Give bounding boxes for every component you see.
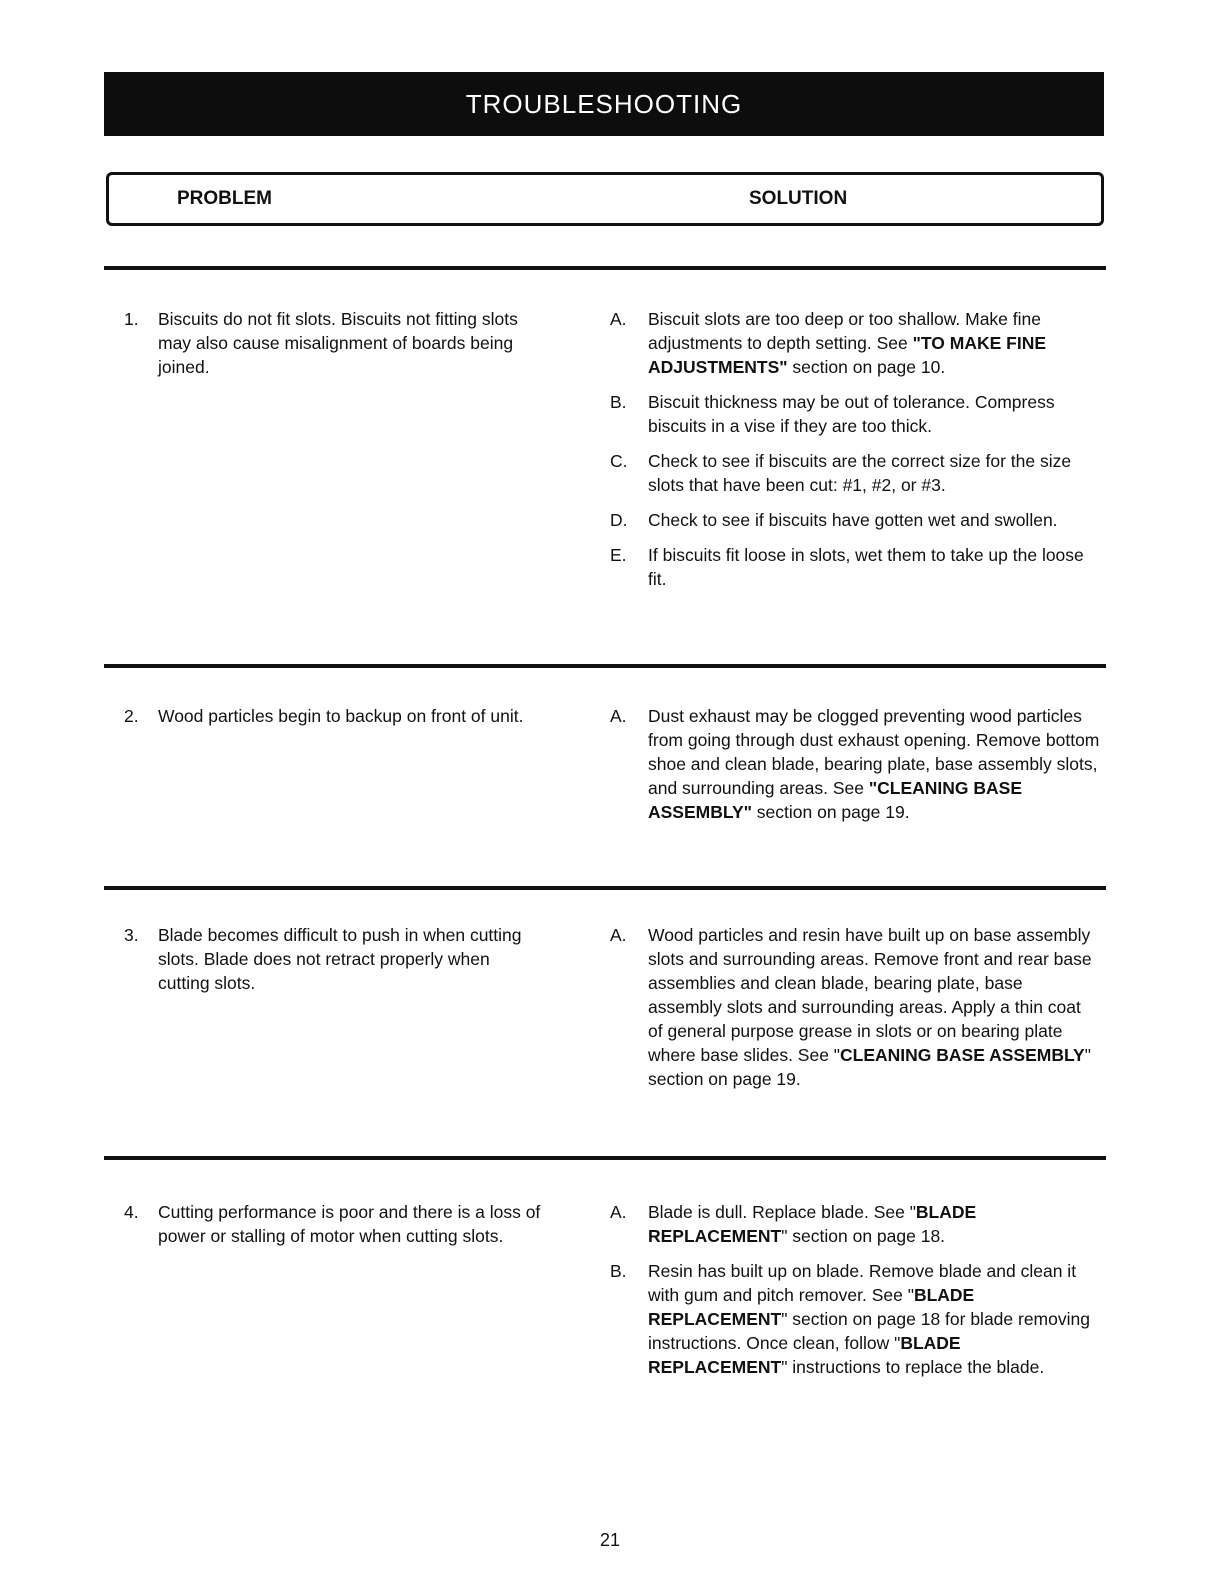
header-solution: SOLUTION <box>749 188 848 209</box>
problem-number: 1. <box>124 309 139 329</box>
problem-text: Blade becomes difficult to push in when cutting slots. Blade does not retract properly when cutting slots. <box>158 925 522 993</box>
divider <box>104 886 1106 890</box>
solution-item: D. Check to see if biscuits have gotten wet and swollen. <box>610 510 1058 530</box>
problem-text: Cutting performance is poor and there is a loss of power or stalling of motor when cutting slots. <box>158 1202 541 1246</box>
problem-number: 3. <box>124 925 139 945</box>
divider <box>104 1156 1106 1160</box>
divider <box>104 266 1106 270</box>
page-title: TROUBLESHOOTING <box>104 72 1104 136</box>
header-problem: PROBLEM <box>177 188 272 209</box>
solution-item: A. Wood particles and resin have built up on base assembly slots and surrounding areas. Remove front and rear base assemblies and clean blade, bearing plate, base assembly slots and surrounding areas. Apply a thin coat of general purpose grease in slots or on bearing plate where base slides. See "CLEANING BASE ASSEMBLY" section on page 19. <box>610 925 1092 1089</box>
solution-item: C. Check to see if biscuits are the correct size for the size slots that have been cut: #1, #2, or #3. <box>610 451 1072 495</box>
divider <box>104 664 1106 668</box>
solution-item: A. Dust exhaust may be clogged preventing wood particles from going through dust exhaust opening. Remove bottom shoe and clean blade, bearing plate, base assembly slots, and surrounding areas. See "CLEANING BASE ASSEMBLY" section on page 19. <box>610 706 1100 822</box>
solution-cell <box>610 923 1100 1102</box>
solution-item: B. Resin has built up on blade. Remove blade and clean it with gum and pitch remover. See "BLADE REPLACEMENT" section on page 18 for blade removing instructions. Once clean, follow "BLADE REPLACEMENT" instructions to replace the blade. <box>610 1261 1090 1377</box>
problem-number: 4. <box>124 1202 139 1222</box>
solution-cell <box>610 704 1100 835</box>
solution-cell <box>610 307 1100 602</box>
problem-cell <box>124 923 544 995</box>
page-number: 21 <box>599 1530 621 1550</box>
problem-number: 2. <box>124 706 139 726</box>
solution-item: B. Biscuit thickness may be out of tolerance. Compress biscuits in a vise if they are too thick. <box>610 392 1055 436</box>
problem-cell <box>124 307 544 379</box>
problem-cell <box>124 704 544 728</box>
problem-text: Biscuits do not fit slots. Biscuits not fitting slots may also cause misalignment of boards being joined. <box>158 309 518 377</box>
solution-item: E. If biscuits fit loose in slots, wet them to take up the loose fit. <box>610 545 1084 589</box>
table-header <box>106 172 1104 226</box>
solution-item: A. Biscuit slots are too deep or too shallow. Make fine adjustments to depth setting. See "TO MAKE FINE ADJUSTMENTS" section on page 10. <box>610 309 1047 377</box>
problem-text: Wood particles begin to backup on front of unit. <box>158 706 524 726</box>
solution-cell <box>610 1200 1100 1390</box>
problem-cell <box>124 1200 544 1248</box>
solution-item: A. Blade is dull. Replace blade. See "BLADE REPLACEMENT" section on page 18. <box>610 1202 977 1246</box>
